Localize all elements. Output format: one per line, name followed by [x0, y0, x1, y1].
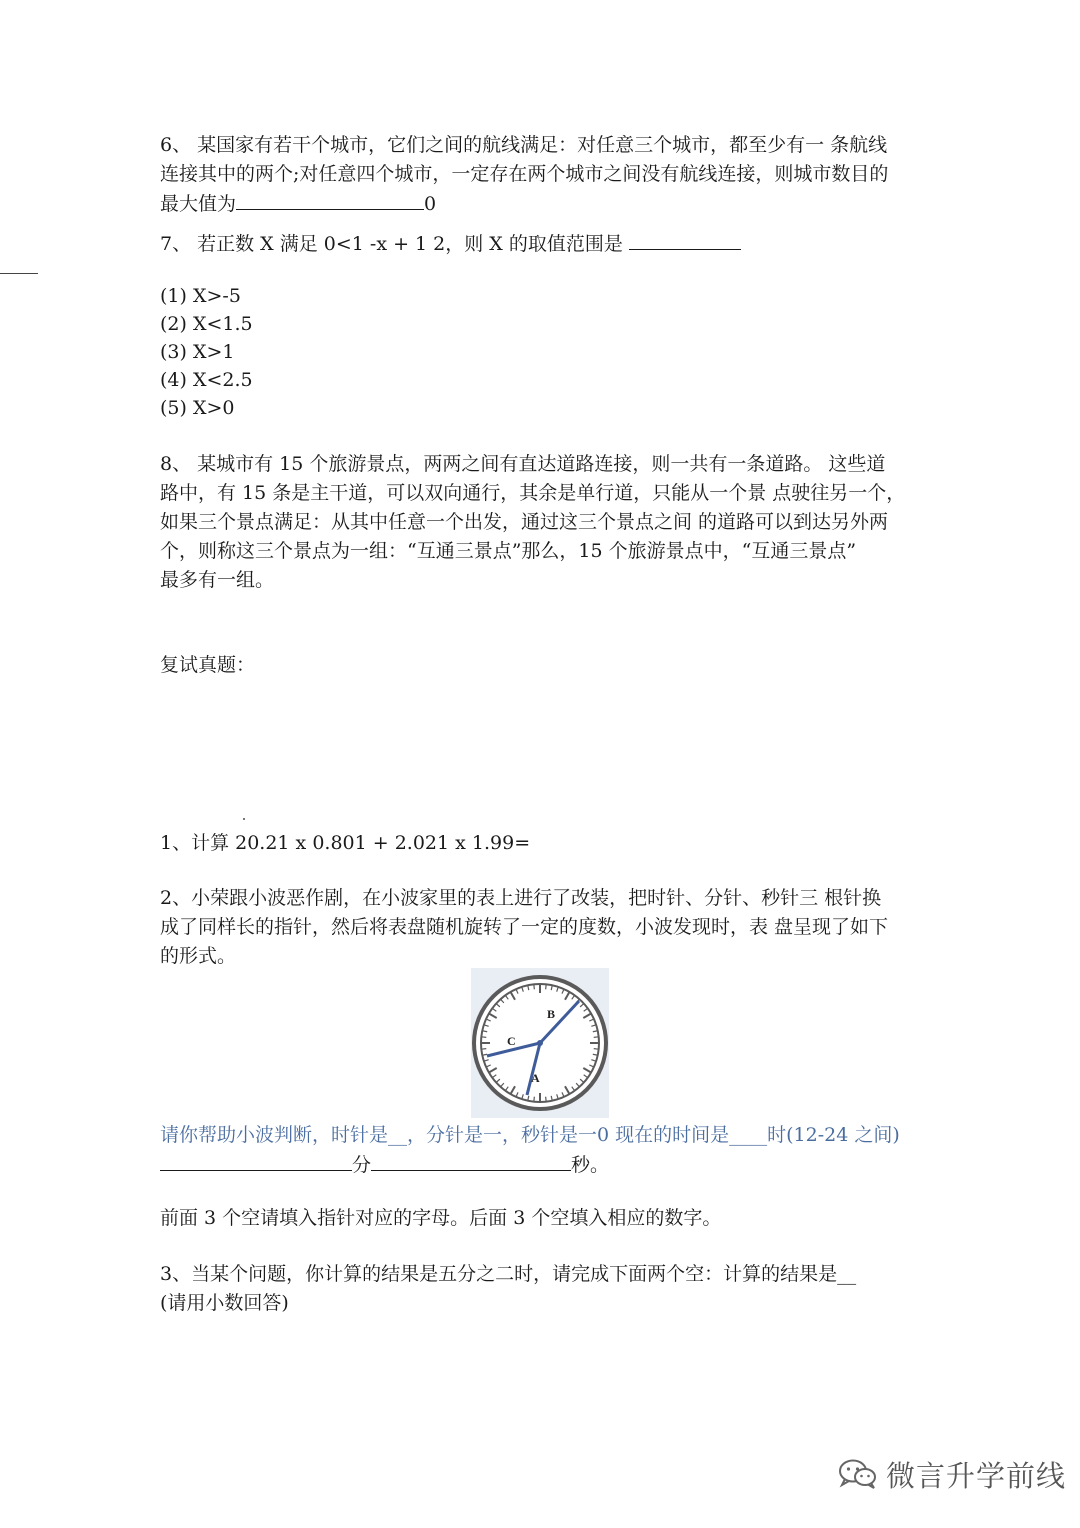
r2-minute-blank: [371, 1150, 571, 1171]
clock-tick: [594, 1049, 599, 1050]
r2-minute-label: 分: [352, 1154, 372, 1176]
clock-center: [537, 1040, 543, 1046]
clock-tick: [534, 984, 535, 989]
q7-option-1: (1) X>-5: [160, 285, 241, 307]
clock-tick: [546, 1097, 547, 1102]
q7-option-4: (4) X<2.5: [160, 369, 253, 391]
r2-note: 前面 3 个空请填入指针对应的字母。后面 3 个空填入相应的数字。: [160, 1207, 722, 1229]
hand-b-label: B: [547, 1007, 556, 1021]
watermark: [838, 1452, 1066, 1496]
q8-line-3: 如果三个景点满足：从其中任意一个出发，通过这三个景点之间 的道路可以到达另外两: [160, 511, 889, 533]
r2-hour-blank: [160, 1150, 352, 1171]
q7-answer-blank: [629, 229, 741, 250]
q8-line-4: 个，则称这三个景点为一组：“互通三景点”那么，15 个旅游景点中，“互通三景点”: [160, 540, 857, 562]
clock-tick: [594, 1037, 599, 1038]
clock-tick: [481, 1049, 486, 1050]
q6-line-3-suffix: 0: [424, 193, 437, 215]
hand-a-label: A: [531, 1071, 540, 1085]
q8-line-5: 最多有一组。: [160, 569, 275, 591]
margin-rule: [0, 273, 38, 274]
r2-line-2: 成了同样长的指针，然后将表盘随机旋转了一定的度数，小波发现时，表 盘呈现了如下: [160, 916, 889, 938]
q6-line-3-prefix: 最大值为: [160, 193, 237, 215]
stray-dot: [243, 818, 245, 820]
clock-tick: [534, 1097, 535, 1102]
q6-line-3: [160, 189, 436, 218]
section-title: 复试真题：: [160, 654, 256, 676]
clock-svg: [471, 968, 609, 1118]
r1-question: 1、计算 20.21 x 0.801 + 2.021 x 1.99=: [160, 832, 531, 854]
q6-line-2: 连接其中的两个;对任意四个城市，一定存在两个城市之间没有航线连接，则城市数目的: [160, 163, 889, 185]
r3-line-1: 3、当某个问题，你计算的结果是五分之二时，请完成下面两个空：计算的结果是__: [160, 1263, 857, 1285]
r3-line-2: (请用小数回答): [160, 1292, 289, 1314]
wechat-icon: [838, 1458, 878, 1490]
q8-line-2: 路中，有 15 条是主干道，可以双向通行，其余是单行道，只能从一个景 点驶往另一个，: [160, 482, 906, 504]
watermark-text: 微言升学前线: [886, 1458, 1067, 1493]
q6-answer-blank: [236, 189, 424, 210]
r2-line-1: 2、小荣跟小波恶作剧，在小波家里的表上进行了改装，把时针、分针、秒针三 根针换: [160, 887, 882, 909]
q7-text: 7、 若正数 X 满足 0<1 -x + 1 2，则 X 的取值范围是: [160, 233, 629, 255]
clock-tick: [481, 1037, 486, 1038]
clock-tick: [546, 984, 547, 989]
q7-option-3: (3) X>1: [160, 341, 235, 363]
q6-line-1: 6、 某国家有若干个城市，它们之间的航线满足：对任意三个城市，都至少有一 条航线: [160, 134, 888, 156]
q7-option-5: (5) X>0: [160, 397, 235, 419]
r2-line-3: 的形式。: [160, 945, 237, 967]
q7-option-2: (2) X<1.5: [160, 313, 253, 335]
hand-c-label: C: [507, 1034, 516, 1048]
r2-answer-line-2: [160, 1150, 609, 1179]
r2-answer-line-1: 请你帮助小波判断，时针是__，分针是一，秒针是一0 现在的时间是____时(12-24 之间): [160, 1124, 900, 1146]
clock-figure: [471, 968, 609, 1118]
r2-second-label: 秒。: [571, 1154, 610, 1176]
q7-question: [160, 229, 741, 258]
q8-line-1: 8、 某城市有 15 个旅游景点，两两之间有直达道路连接，则一共有一条道路。 这些道: [160, 453, 886, 475]
